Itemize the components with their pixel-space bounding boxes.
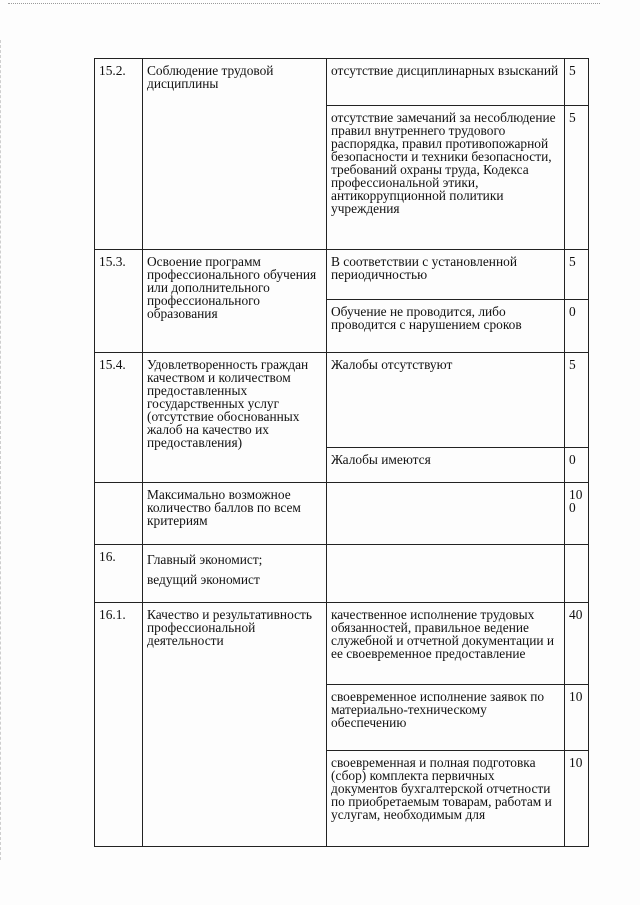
criterion-condition: отсутствие замечаний за несоблюдение правил внутреннего трудового распорядка, правил противопожарной безопасности и техники безопасности, требований охраны труда, Кодекса профессиональной этики, антикоррупционной политики учреждения	[327, 106, 565, 250]
criterion-score: 0	[565, 300, 589, 353]
position-line-1: Главный экономист;	[147, 552, 263, 567]
position-title	[143, 545, 327, 603]
row-number: 15.3.	[95, 250, 143, 353]
empty-cell	[327, 545, 565, 603]
table-row	[95, 545, 589, 603]
criterion-condition: отсутствие дисциплинарных взысканий	[327, 59, 565, 106]
row-number	[95, 483, 143, 545]
criterion-condition: своевременная и полная подготовка (сбор) комплекта первичных документов бухгалтерской отчетности по приобретаемым товарам, работам и услугам, необходимым для	[327, 751, 565, 847]
table-row	[95, 250, 589, 300]
table-row	[95, 483, 589, 545]
criterion-title: Максимально возможное количество баллов по всем критериям	[143, 483, 327, 545]
row-number: 16.	[95, 545, 143, 603]
criterion-score: 100	[565, 483, 589, 545]
criterion-score: 5	[565, 59, 589, 106]
criterion-condition: Жалобы имеются	[327, 448, 565, 483]
criterion-title: Удовлетворенность граждан качеством и количеством предоставленных государственных услуг (отсутствие обоснованных жалоб на качество их предоставления)	[143, 353, 327, 483]
criterion-score: 10	[565, 685, 589, 751]
criterion-condition	[327, 483, 565, 545]
top-scan-line	[8, 3, 600, 4]
criterion-score: 5	[565, 353, 589, 448]
criterion-score: 5	[565, 106, 589, 250]
row-number: 15.2.	[95, 59, 143, 250]
criteria-table	[94, 58, 589, 847]
table-row	[95, 59, 589, 106]
position-line-2: ведущий экономист	[147, 572, 260, 587]
criterion-condition: своевременное исполнение заявок по материально-техническому обеспечению	[327, 685, 565, 751]
criterion-score: 5	[565, 250, 589, 300]
criterion-title: Соблюдение трудовой дисциплины	[143, 59, 327, 250]
criterion-condition: качественное исполнение трудовых обязанностей, правильное ведение служебной и отчетной документации и ее своевременное предоставление	[327, 603, 565, 685]
row-number: 15.4.	[95, 353, 143, 483]
empty-cell	[565, 545, 589, 603]
left-scan-edge	[0, 40, 7, 860]
criterion-condition: Обучение не проводится, либо проводится с нарушением сроков	[327, 300, 565, 353]
criterion-condition: В соответствии с установленной периодичностью	[327, 250, 565, 300]
criterion-score: 40	[565, 603, 589, 685]
table-row	[95, 603, 589, 685]
criterion-score: 0	[565, 448, 589, 483]
criterion-score: 10	[565, 751, 589, 847]
row-number: 16.1.	[95, 603, 143, 847]
criterion-title: Освоение программ профессионального обучения или дополнительного профессионального образования	[143, 250, 327, 353]
table-row	[95, 353, 589, 448]
criterion-title: Качество и результативность профессиональной деятельности	[143, 603, 327, 847]
criterion-condition: Жалобы отсутствуют	[327, 353, 565, 448]
